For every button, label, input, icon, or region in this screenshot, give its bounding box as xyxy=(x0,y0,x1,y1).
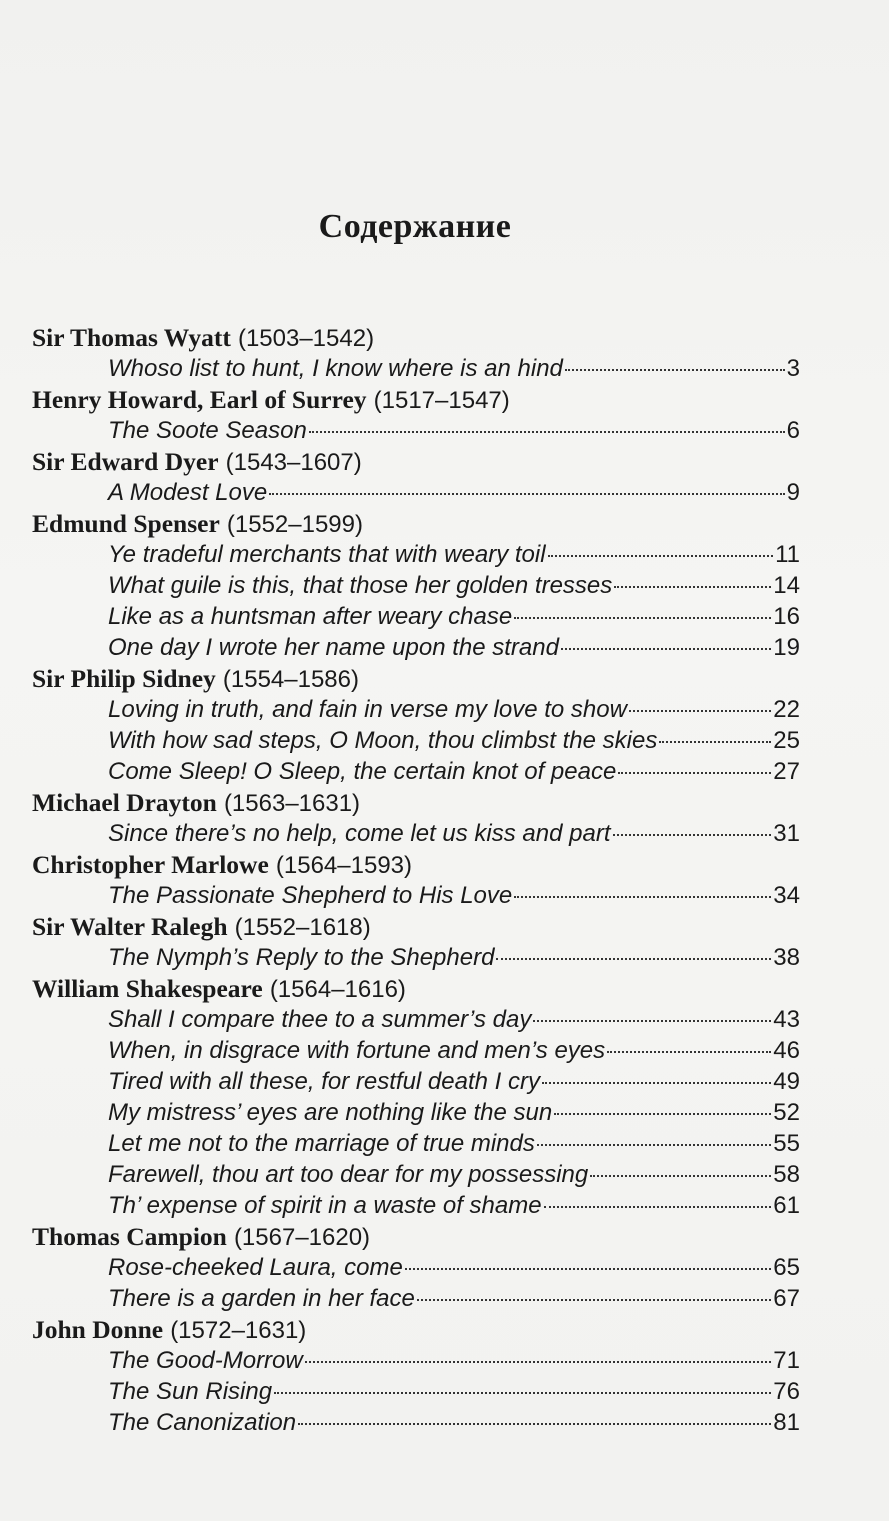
toc-entry[interactable] xyxy=(108,570,800,601)
page-number: 71 xyxy=(773,1347,800,1374)
dot-leader xyxy=(417,1299,771,1301)
author-heading xyxy=(32,973,800,1004)
entry-title: There is a garden in her face xyxy=(108,1285,415,1312)
page-number: 61 xyxy=(773,1192,800,1219)
author-years: (1552–1599) xyxy=(226,511,363,538)
entry-title: The Passionate Shepherd to His Love xyxy=(108,882,513,909)
entry-title: Rose-cheeked Laura, come xyxy=(108,1254,403,1281)
author-years: (1503–1542) xyxy=(237,325,375,352)
entry-title: The Nymph’s Reply to the Shepherd xyxy=(108,944,495,971)
toc-entry[interactable] xyxy=(108,1345,800,1376)
page-number: 46 xyxy=(773,1037,800,1064)
entry-title: The Canonization xyxy=(108,1409,297,1436)
dot-leader xyxy=(618,772,771,774)
page-number: 58 xyxy=(773,1161,800,1188)
author-name: John Donne xyxy=(32,1315,164,1344)
author-heading xyxy=(32,1314,800,1345)
page-number: 76 xyxy=(773,1378,800,1405)
page-number: 6 xyxy=(786,417,800,444)
toc-entry[interactable] xyxy=(108,1066,800,1097)
dot-leader xyxy=(514,896,771,898)
toc-entry[interactable] xyxy=(108,756,800,787)
dot-leader xyxy=(305,1361,772,1363)
page-number: 11 xyxy=(775,541,800,568)
author-years: (1567–1620) xyxy=(233,1224,371,1251)
toc-entry[interactable] xyxy=(108,1004,800,1035)
page-number: 52 xyxy=(773,1099,800,1126)
dot-leader xyxy=(565,369,785,371)
dot-leader xyxy=(614,586,771,588)
dot-leader xyxy=(269,493,784,495)
toc-entry[interactable] xyxy=(108,694,800,725)
dot-leader xyxy=(659,741,771,743)
dot-leader xyxy=(496,958,771,960)
author-years: (1517–1547) xyxy=(373,387,510,414)
author-heading xyxy=(32,787,800,818)
author-years: (1554–1586) xyxy=(222,666,359,693)
page-number: 25 xyxy=(773,727,800,754)
entry-title: Farewell, thou art too dear for my possessing xyxy=(108,1161,589,1188)
toc-entry[interactable] xyxy=(108,1190,800,1221)
author-name: Sir Walter Ralegh xyxy=(32,912,228,941)
entry-title: Th’ expense of spirit in a waste of shame xyxy=(108,1192,542,1219)
entry-title: One day I wrote her name upon the strand xyxy=(108,634,559,661)
page-number: 55 xyxy=(773,1130,800,1157)
toc-entry[interactable] xyxy=(108,1097,800,1128)
author-name: Christopher Marlowe xyxy=(32,850,269,879)
dot-leader xyxy=(533,1020,771,1022)
page-number: 81 xyxy=(773,1409,800,1436)
author-name: William Shakespeare xyxy=(32,974,263,1003)
author-heading xyxy=(32,1221,800,1252)
entry-title: A Modest Love xyxy=(108,479,268,506)
entry-title: Loving in truth, and fain in verse my love to show xyxy=(108,696,627,723)
toc-entry[interactable] xyxy=(108,1035,800,1066)
entry-title: Like as a huntsman after weary chase xyxy=(108,603,513,630)
toc-entry[interactable] xyxy=(108,1252,800,1283)
entry-title: Ye tradeful merchants that with weary toil xyxy=(108,541,546,568)
page-number: 49 xyxy=(773,1068,800,1095)
page-number: 3 xyxy=(786,355,800,382)
toc-entry[interactable] xyxy=(108,1376,800,1407)
author-name: Edmund Spenser xyxy=(32,509,220,538)
toc-entry[interactable] xyxy=(108,725,800,756)
toc-entry[interactable] xyxy=(108,1407,800,1438)
dot-leader xyxy=(274,1392,771,1394)
page-number: 43 xyxy=(773,1006,800,1033)
toc-entry[interactable] xyxy=(108,415,800,446)
entry-title: The Good-Morrow xyxy=(108,1347,303,1374)
entry-title: Come Sleep! O Sleep, the certain knot of peace xyxy=(108,758,617,785)
author-years: (1564–1616) xyxy=(269,976,406,1003)
author-years: (1552–1618) xyxy=(234,914,371,941)
dot-leader xyxy=(544,1206,772,1208)
toc-entry[interactable] xyxy=(108,880,800,911)
entry-title: What guile is this, that those her golden tresses xyxy=(108,572,613,599)
author-years: (1572–1631) xyxy=(170,1317,307,1344)
page-number: 27 xyxy=(773,758,800,785)
author-heading xyxy=(32,849,800,880)
author-name: Sir Thomas Wyatt xyxy=(32,323,231,352)
author-name: Sir Philip Sidney xyxy=(32,664,216,693)
dot-leader xyxy=(554,1113,771,1115)
entry-title: Whoso list to hunt, I know where is an hind xyxy=(108,355,563,382)
page-number: 67 xyxy=(773,1285,800,1312)
dot-leader xyxy=(537,1144,771,1146)
author-name: Henry Howard, Earl of Surrey xyxy=(32,385,367,414)
author-heading xyxy=(32,508,800,539)
page-number: 16 xyxy=(773,603,800,630)
dot-leader xyxy=(613,834,772,836)
page-number: 65 xyxy=(773,1254,800,1281)
author-name: Thomas Campion xyxy=(32,1222,227,1251)
entry-title: With how sad steps, O Moon, thou climbst the skies xyxy=(108,727,658,754)
author-name: Michael Drayton xyxy=(32,788,217,817)
entry-title: Tired with all these, for restful death I cry xyxy=(108,1068,540,1095)
page-number: 22 xyxy=(773,696,800,723)
entry-title: Since there’s no help, come let us kiss and part xyxy=(108,820,611,847)
dot-leader xyxy=(405,1268,771,1270)
entry-title: The Sun Rising xyxy=(108,1378,273,1405)
dot-leader xyxy=(548,555,774,557)
dot-leader xyxy=(309,431,785,433)
entry-title: Shall I compare thee to a summer’s day xyxy=(108,1006,532,1033)
entry-title: When, in disgrace with fortune and men’s eyes xyxy=(108,1037,606,1064)
author-name: Sir Edward Dyer xyxy=(32,447,219,476)
toc-entry[interactable] xyxy=(108,818,800,849)
toc-entry[interactable] xyxy=(108,1128,800,1159)
entry-title: Let me not to the marriage of true minds xyxy=(108,1130,535,1157)
dot-leader xyxy=(561,648,771,650)
dot-leader xyxy=(298,1423,771,1425)
author-heading xyxy=(32,322,800,353)
page-number: 9 xyxy=(786,479,800,506)
dot-leader xyxy=(607,1051,771,1053)
toc-entry[interactable] xyxy=(108,539,800,570)
dot-leader xyxy=(629,710,771,712)
toc-entry[interactable] xyxy=(108,601,800,632)
page-number: 38 xyxy=(773,944,800,971)
toc-entry[interactable] xyxy=(108,1159,800,1190)
dot-leader xyxy=(514,617,771,619)
dot-leader xyxy=(590,1175,771,1177)
page-number: 34 xyxy=(773,882,800,909)
page-number: 19 xyxy=(773,634,800,661)
author-years: (1543–1607) xyxy=(225,449,362,476)
author-years: (1564–1593) xyxy=(275,852,413,879)
author-heading xyxy=(32,911,800,942)
entry-title: The Soote Season xyxy=(108,417,307,444)
author-heading xyxy=(32,663,800,694)
table-of-contents xyxy=(32,322,800,1438)
page-title: Содержание xyxy=(318,208,512,245)
dot-leader xyxy=(542,1082,771,1084)
entry-title: My mistress’ eyes are nothing like the sun xyxy=(108,1099,553,1126)
toc-entry[interactable] xyxy=(108,1283,800,1314)
author-years: (1563–1631) xyxy=(223,790,361,817)
page-number: 31 xyxy=(773,820,800,847)
toc-entry[interactable] xyxy=(108,632,800,663)
toc-entry[interactable] xyxy=(108,477,800,508)
toc-entry[interactable] xyxy=(108,353,800,384)
toc-entry[interactable] xyxy=(108,942,800,973)
page-number: 14 xyxy=(773,572,800,599)
author-heading xyxy=(32,384,800,415)
author-heading xyxy=(32,446,800,477)
